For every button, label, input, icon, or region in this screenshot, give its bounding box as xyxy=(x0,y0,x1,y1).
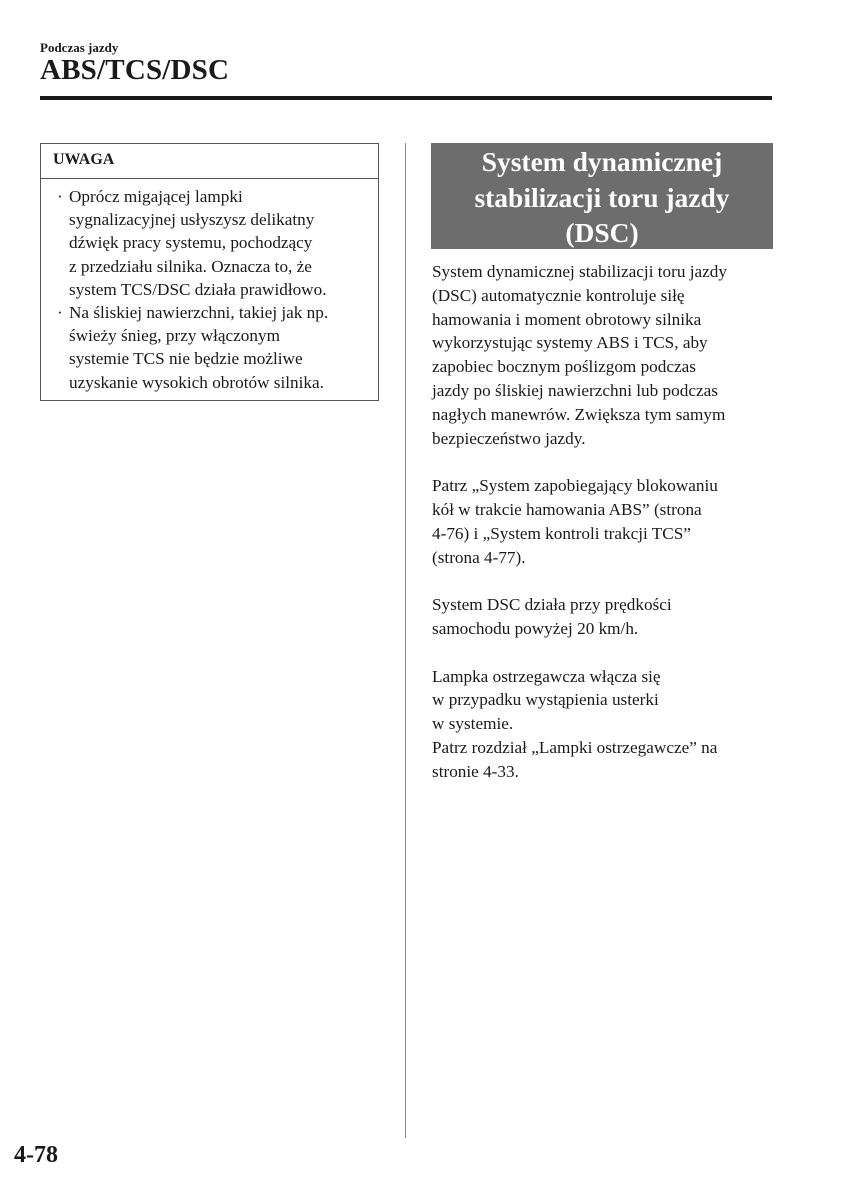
body-line: wykorzystując systemy ABS i TCS, aby xyxy=(432,333,708,353)
caution-line: świeży śnieg, przy włączonym xyxy=(69,326,280,346)
caution-line: z przedziału silnika. Oznacza to, że xyxy=(69,256,312,276)
paragraph-cross-reference xyxy=(432,474,777,569)
body-line: Lampka ostrzegawcza włącza się xyxy=(432,666,661,686)
body-line: Patrz „System zapobiegający blokowaniu xyxy=(432,476,718,496)
caution-line: dźwięk pracy systemu, pochodzący xyxy=(69,233,313,253)
body-line: samochodu powyżej 20 km/h. xyxy=(432,618,639,638)
section-label: Podczas jazdy xyxy=(40,40,119,55)
page-title: ABS/TCS/DSC xyxy=(40,54,230,86)
bullet-icon: · xyxy=(57,187,63,206)
caution-line: systemie TCS nie będzie możliwe xyxy=(69,349,303,369)
body-line: 4-76) i „System kontroli trakcji TCS” xyxy=(432,523,691,543)
section-heading-line: stabilizacji toru jazdy xyxy=(474,181,730,213)
caution-item xyxy=(57,185,370,301)
paragraph-lamp-reference xyxy=(432,736,777,784)
body-line: zapobiec bocznym poślizgom podczas xyxy=(432,357,696,377)
title-divider xyxy=(40,96,772,100)
caution-box xyxy=(40,143,379,401)
section-heading-line: System dynamicznej xyxy=(481,146,723,177)
caution-line: system TCS/DSC działa prawidłowo. xyxy=(69,279,327,299)
body-line: System DSC działa przy prędkości xyxy=(432,595,672,615)
caution-heading: UWAGA xyxy=(41,144,378,179)
paragraph-speed xyxy=(432,593,777,641)
body-line: hamowania i moment obrotowy silnika xyxy=(432,309,702,329)
body-line: kół w trakcie hamowania ABS” (strona xyxy=(432,499,702,519)
page-number: 4-78 xyxy=(14,1142,58,1168)
section-heading-line: (DSC) xyxy=(565,217,639,248)
body-line: w przypadku wystąpienia usterki xyxy=(432,690,659,710)
paragraph-description xyxy=(432,260,777,450)
body-line: Patrz rozdział „Lampki ostrzegawcze” na xyxy=(432,737,718,757)
body-line: w systemie. xyxy=(432,714,514,734)
caution-list xyxy=(41,179,378,394)
section-heading xyxy=(431,143,773,249)
body-line: System dynamicznej stabilizacji toru jazdy xyxy=(432,262,727,281)
caution-item xyxy=(57,301,370,394)
bullet-icon: · xyxy=(57,303,63,323)
caution-line: Oprócz migającej lampki xyxy=(69,187,243,206)
section-body xyxy=(432,260,777,807)
body-line: stronie 4-33. xyxy=(432,761,519,781)
body-line: (DSC) automatycznie kontroluje siłę xyxy=(432,285,685,305)
caution-line: sygnalizacyjnej usłyszysz delikatny xyxy=(69,210,315,230)
body-line: jazdy po śliskiej nawierzchni lub podczas xyxy=(432,380,718,400)
caution-line: Na śliskiej nawierzchni, takiej jak np. xyxy=(69,303,329,323)
paragraph-warning-lamp xyxy=(432,665,777,736)
body-line: (strona 4-77). xyxy=(432,547,526,567)
body-line: nagłych manewrów. Zwiększa tym samym xyxy=(432,404,726,424)
caution-line: uzyskanie wysokich obrotów silnika. xyxy=(69,372,324,392)
column-divider xyxy=(405,143,406,1138)
body-line: bezpieczeństwo jazdy. xyxy=(432,428,586,448)
